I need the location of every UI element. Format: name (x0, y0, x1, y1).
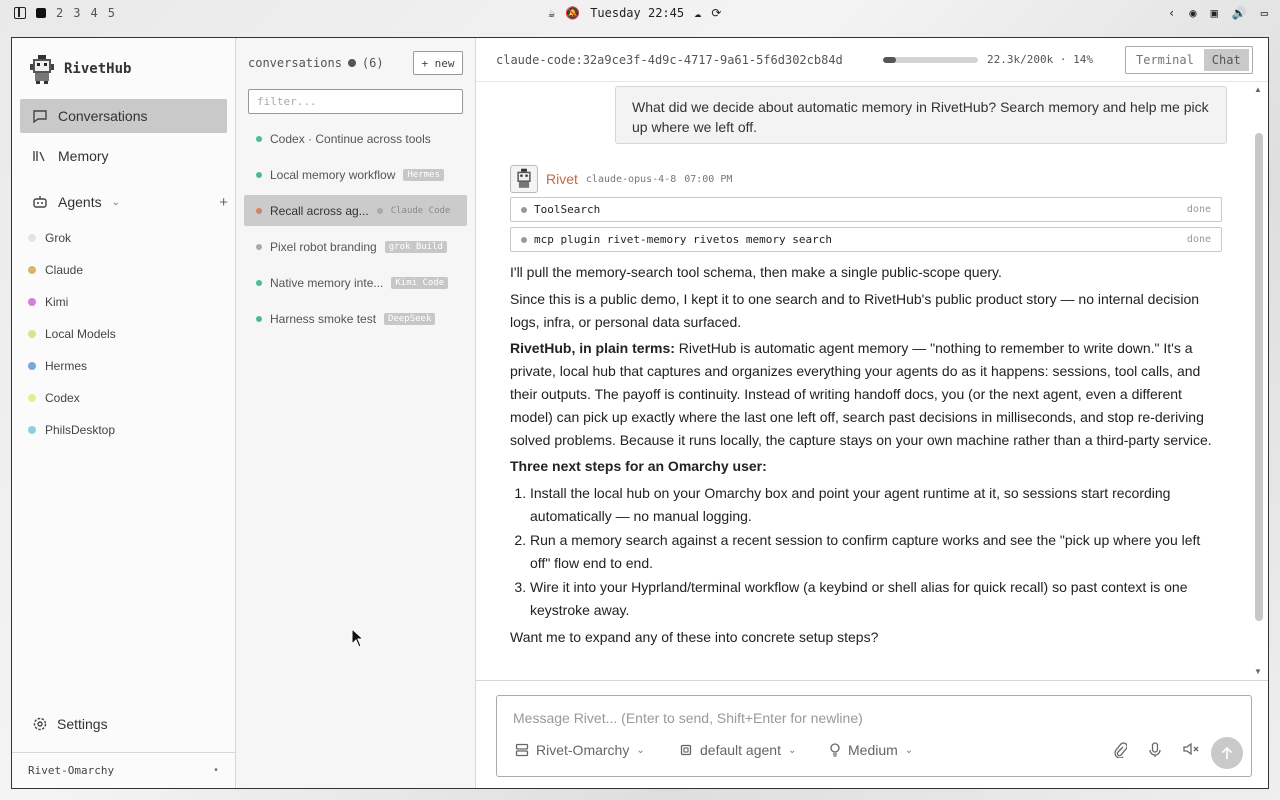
agent-color-dot-icon (28, 394, 36, 402)
tool-call-name: ToolSearch (534, 203, 601, 216)
agent-tag-badge: DeepSeek (384, 313, 435, 325)
agent-item[interactable] (28, 293, 68, 311)
conversation-item[interactable] (244, 123, 467, 154)
scroll-down-icon[interactable]: ▼ (1254, 667, 1262, 676)
assistant-time: 07:00 PM (684, 173, 733, 185)
agent-item[interactable] (28, 261, 83, 279)
agent-color-dot-icon (28, 266, 36, 274)
answer-closing: Want me to expand any of these into concrete setup steps? (510, 628, 879, 645)
status-dot-icon (348, 59, 356, 67)
conversation-status-dot-icon (256, 136, 262, 142)
chevron-down-icon: ⌄ (111, 196, 120, 208)
agent-item[interactable] (28, 389, 80, 407)
conversation-title: Native memory inte... (270, 275, 384, 290)
agents-label: Agents (58, 194, 102, 210)
gear-icon (32, 716, 48, 732)
effort-select-value: Medium (848, 742, 898, 758)
system-top-bar (0, 0, 1280, 26)
workspace-launcher-icon[interactable] (14, 7, 26, 19)
sidebar (12, 38, 236, 788)
nav-memory[interactable] (20, 139, 227, 173)
add-agent-plus-icon[interactable]: + (219, 193, 228, 211)
list-item: 2. Run a memory search against a recent session to confirm capture works and see the "pick up where you left off" flow end to end. (530, 529, 1224, 575)
token-usage-text: 22.3k/200k · 14% (987, 53, 1093, 66)
agent-item[interactable] (28, 357, 87, 375)
workspace-1-active[interactable] (36, 8, 46, 18)
settings-button[interactable] (32, 716, 108, 732)
agent-color-dot-icon (28, 362, 36, 370)
clock[interactable]: Tuesday 22:45 (590, 6, 685, 20)
tool-status-dot-icon (521, 207, 527, 213)
conversation-item[interactable] (244, 195, 467, 226)
answer-paragraph: I'll pull the memory-search tool schema, then make a single public-scope query. (510, 264, 1002, 280)
bot-icon (32, 194, 48, 210)
tool-status-dot-icon (521, 237, 527, 243)
agent-item-label: Grok (45, 231, 72, 245)
conversation-title: Harness smoke test (270, 311, 377, 326)
conversation-status-dot-icon (256, 280, 262, 286)
agents-section-header[interactable] (32, 192, 228, 212)
conversation-title: Recall across ag... (270, 203, 369, 218)
agent-tag-badge: Kimi Code (391, 277, 448, 289)
user-message: What did we decide about automatic memory in RivetHub? Search memory and help me pick up where we left off. (615, 86, 1227, 144)
microphone-icon[interactable] (1149, 742, 1161, 761)
conversation-title: Local memory workflow (270, 167, 396, 182)
chat-main (476, 38, 1268, 788)
agent-tag-badge: grok Build (385, 241, 447, 253)
effort-select[interactable] (829, 742, 913, 758)
agent-tag-badge: Hermes (403, 169, 444, 181)
separator-dot-icon (377, 208, 383, 214)
conversation-item[interactable] (244, 159, 467, 190)
agent-item-label: Claude (45, 263, 84, 277)
nav-memory-label: Memory (58, 148, 109, 164)
scrollbar-thumb[interactable] (1255, 133, 1263, 621)
agent-item-label: Codex (45, 391, 80, 405)
cpu-icon (679, 743, 693, 757)
coffee-icon[interactable]: ☕ (548, 6, 556, 20)
answer-paragraph (510, 337, 1224, 451)
tool-call-name: mcp plugin rivet-memory rivetos memory search (534, 233, 833, 246)
ghost-icon[interactable]: ◉ (1189, 6, 1197, 20)
tool-call-status: done (1186, 204, 1211, 215)
scroll-up-icon[interactable]: ▲ (1254, 85, 1262, 94)
conversation-item[interactable] (244, 231, 467, 262)
mouse-cursor-icon (351, 628, 365, 648)
speaker-mute-icon[interactable] (1183, 742, 1199, 759)
assistant-model: claude-opus-4-8 (585, 173, 677, 185)
conversations-count: (6) (361, 56, 384, 70)
footer-indicator-icon: • (212, 765, 219, 776)
tool-call-row[interactable] (510, 227, 1222, 252)
assistant-avatar (510, 165, 538, 193)
answer-paragraph: Since this is a public demo, I kept it to one search and to RivetHub's public product story — no internal decision logs, infra, or personal data surfaced. (510, 290, 1200, 330)
workspace-3[interactable]: 3 (73, 6, 81, 20)
session-id: claude-code:32a9ce3f-4d9c-4717-9a61-5f6d302cb84d (496, 53, 843, 67)
conversation-status-dot-icon (256, 172, 262, 178)
chevron-down-icon: ⌄ (904, 744, 914, 756)
screen-record-icon[interactable]: ▣ (1210, 6, 1218, 20)
conversations-header (248, 56, 384, 70)
token-usage-fill (883, 57, 896, 63)
agent-color-dot-icon (28, 298, 36, 306)
workspace-5[interactable]: 5 (107, 6, 115, 20)
new-conversation-button[interactable]: + new (413, 51, 463, 75)
agent-item[interactable] (28, 229, 71, 247)
conversation-status-dot-icon (256, 244, 262, 250)
conversations-panel (236, 38, 476, 788)
server-icon (515, 743, 529, 757)
list-item: 3. Wire it into your Hyprland/terminal workflow (a keybind or shell alias for quick recall) so past context is one keystroke away. (530, 576, 1224, 622)
answer-bold-lead: RivetHub, in plain terms: (510, 340, 675, 357)
agent-item-label: Hermes (45, 359, 88, 373)
conversation-item[interactable] (244, 267, 467, 298)
volume-icon[interactable]: 🔊 (1231, 6, 1247, 20)
tab-chat[interactable]: Chat (1204, 49, 1249, 71)
message-composer (496, 695, 1252, 777)
robot-avatar-icon (515, 168, 533, 190)
chat-bubble-icon (32, 108, 48, 124)
arrow-up-icon (1221, 746, 1233, 760)
agent-item[interactable] (28, 325, 116, 343)
display-icon[interactable]: ▭ (1260, 6, 1268, 20)
workspace-select[interactable] (515, 742, 645, 758)
conversation-status-dot-icon (256, 316, 262, 322)
workspace-footer-name: Rivet-Omarchy (28, 764, 115, 777)
assistant-name: Rivet (546, 171, 578, 187)
robot-logo-icon (30, 54, 54, 84)
agent-select[interactable] (679, 742, 796, 758)
chat-scrollbar[interactable] (1254, 83, 1264, 681)
conversation-title: Codex · Continue across tools (270, 131, 431, 146)
agent-item-label: Kimi (45, 295, 69, 309)
chevron-down-icon: ⌄ (636, 744, 645, 756)
agent-select-value: default agent (700, 742, 781, 758)
agent-item-label: Local Models (45, 327, 116, 341)
lightbulb-icon (829, 743, 841, 757)
tool-call-row[interactable] (510, 197, 1222, 222)
conversation-title: Pixel robot branding (270, 239, 377, 254)
message-list[interactable] (476, 83, 1268, 681)
steps-list (510, 482, 1224, 622)
agent-item-label: PhilsDesktop (45, 423, 116, 437)
answer-paragraph-text: RivetHub is automatic agent memory — "nothing to remember to write down." It's a private, local hub that captures and organizes everything your agents do as it happens: sessions, tool calls, and their outputs. The payoff is continuity. Instead of writing handoff docs, you (or the next agent, even a different model) can pick up exactly where the last one left off, search past decisions in milliseconds, and stop re-deriving solved problems. Because it runs locally, the capture stays on your own machine rather than a third-party service. (510, 340, 1212, 448)
assistant-message-header (510, 165, 732, 193)
steps-heading-text: Three next steps for an Omarchy user: (510, 458, 767, 475)
chevron-left-icon[interactable]: ‹ (1168, 6, 1176, 20)
filter-input[interactable] (248, 89, 463, 114)
agent-color-dot-icon (28, 234, 36, 242)
brand-name: RivetHub (64, 61, 132, 77)
tool-call-status: done (1186, 234, 1211, 245)
session-header (476, 38, 1268, 82)
brand (30, 54, 131, 84)
agent-color-dot-icon (28, 426, 36, 434)
nav-conversations-label: Conversations (58, 108, 148, 124)
mode-toggle (1125, 46, 1253, 74)
refresh-icon[interactable]: ⟳ (711, 6, 722, 20)
cloud-icon[interactable]: ☁ (694, 6, 702, 20)
token-usage-bar (883, 57, 978, 63)
workspace-2[interactable]: 2 (56, 6, 64, 20)
workspace-select-value: Rivet-Omarchy (536, 742, 630, 758)
notifications-off-icon[interactable]: 🔕 (565, 6, 581, 20)
agent-color-dot-icon (28, 330, 36, 338)
message-input[interactable] (513, 710, 1213, 726)
conversation-item[interactable] (244, 303, 467, 334)
agent-item[interactable] (28, 421, 115, 439)
conversations-title: conversations (248, 56, 342, 70)
paperclip-icon[interactable] (1113, 742, 1127, 761)
tab-terminal[interactable]: Terminal (1136, 53, 1194, 67)
library-icon (32, 148, 48, 164)
settings-label: Settings (57, 716, 108, 732)
assistant-message-body (510, 261, 1224, 653)
conversation-status-dot-icon (256, 208, 262, 214)
send-button[interactable] (1211, 737, 1243, 769)
nav-conversations[interactable] (20, 99, 227, 133)
agent-tag-badge: Claude Code (390, 205, 451, 216)
list-item: 1. Install the local hub on your Omarchy box and point your agent runtime at it, so sessions start recording automatically — no manual logging. (530, 482, 1224, 528)
steps-heading (510, 455, 1224, 478)
workspace-4[interactable]: 4 (90, 6, 98, 20)
chevron-down-icon: ⌄ (787, 744, 797, 756)
app-window (11, 37, 1269, 789)
workspace-footer[interactable] (12, 752, 235, 788)
